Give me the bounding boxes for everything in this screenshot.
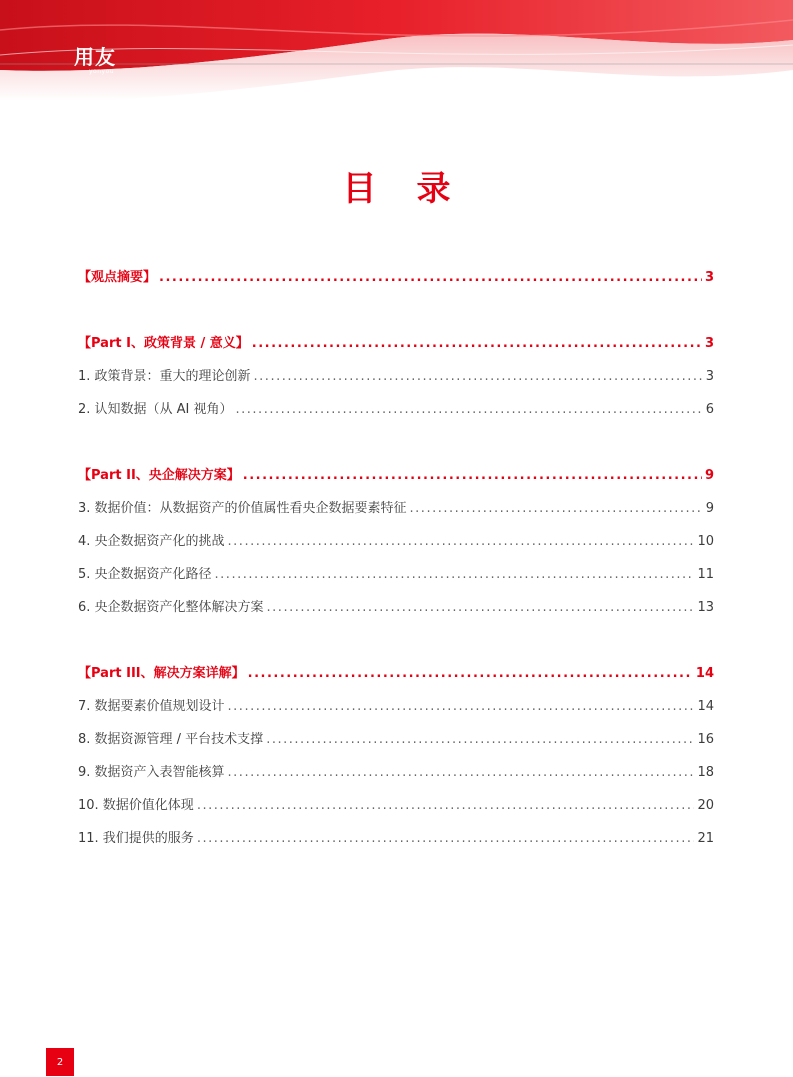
toc-leader-dots: [410, 499, 703, 519]
page-title: 目录: [342, 169, 491, 209]
toc-leader-dots: [215, 565, 695, 585]
page-number: 2: [46, 1048, 74, 1076]
toc-item-row[interactable]: [78, 499, 714, 519]
toc-item-row[interactable]: [78, 367, 714, 387]
toc-section-row[interactable]: [78, 466, 714, 486]
logo-subtext: yonyou: [89, 68, 115, 75]
toc-leader-dots: [252, 334, 702, 354]
toc-page-number: 14: [695, 666, 714, 681]
toc-leader-dots: [228, 697, 695, 717]
header-banner: [0, 0, 793, 118]
toc-label: 8. 数据资源管理 / 平台技术支撑: [78, 732, 264, 747]
toc-page-number: 9: [705, 501, 714, 516]
toc-page-number: 21: [697, 831, 714, 846]
toc-page-number: 3: [704, 270, 714, 285]
toc-label: 2. 认知数据（从 AI 视角）: [78, 402, 233, 417]
toc-item-row[interactable]: [78, 565, 714, 585]
toc-leader-dots: [159, 268, 702, 288]
toc-item-row[interactable]: [78, 763, 714, 783]
toc-leader-dots: [248, 664, 693, 684]
toc-page-number: 11: [697, 567, 714, 582]
toc-label: 1. 政策背景：重大的理论创新: [78, 369, 251, 384]
toc-label: 3. 数据价值：从数据资产的价值属性看央企数据要素特征: [78, 501, 407, 516]
toc-label: 9. 数据资产入表智能核算: [78, 765, 225, 780]
toc-leader-dots: [197, 829, 695, 849]
toc-leader-dots: [228, 532, 695, 552]
toc-item-row[interactable]: [78, 532, 714, 552]
toc-label: 【Part III、解决方案详解】: [78, 666, 245, 681]
logo-text: 用友: [74, 45, 116, 69]
toc-label: 【Part II、央企解决方案】: [78, 468, 240, 483]
toc-item-row[interactable]: [78, 697, 714, 717]
toc-page-number: 3: [705, 369, 714, 384]
toc-label: 4. 央企数据资产化的挑战: [78, 534, 225, 549]
toc-item-row[interactable]: [78, 730, 714, 750]
toc-page-number: 16: [697, 732, 714, 747]
toc-page-number: 10: [697, 534, 714, 549]
toc-leader-dots: [228, 763, 695, 783]
toc-label: 【Part I、政策背景 / 意义】: [78, 336, 249, 351]
toc-label: 7. 数据要素价值规划设计: [78, 699, 225, 714]
toc-label: 10. 数据价值化体现: [78, 798, 194, 813]
toc-leader-dots: [236, 400, 703, 420]
toc-page-number: 14: [697, 699, 714, 714]
toc-page-number: 3: [704, 336, 714, 351]
toc-leader-dots: [197, 796, 695, 816]
toc-label: 【观点摘要】: [78, 270, 157, 285]
toc-item-row[interactable]: [78, 400, 714, 420]
toc-section-row[interactable]: [78, 334, 714, 354]
red-wave-banner: [0, 0, 793, 118]
toc-page-number: 13: [697, 600, 714, 615]
toc-label: 6. 央企数据资产化整体解决方案: [78, 600, 264, 615]
toc-leader-dots: [254, 367, 703, 387]
toc-page-number: 9: [704, 468, 714, 483]
toc-leader-dots: [266, 730, 694, 750]
toc-label: 5. 央企数据资产化路径: [78, 567, 212, 582]
toc-item-row[interactable]: [78, 796, 714, 816]
toc-leader-dots: [267, 598, 695, 618]
toc-section-row[interactable]: [78, 268, 714, 288]
toc-leader-dots: [243, 466, 702, 486]
toc-page-number: 6: [705, 402, 714, 417]
yonyou-logo: [74, 46, 116, 76]
toc-page-number: 20: [697, 798, 714, 813]
toc-label: 11. 我们提供的服务: [78, 831, 194, 846]
toc-item-row[interactable]: [78, 598, 714, 618]
toc-page-number: 18: [697, 765, 714, 780]
toc-section-row[interactable]: [78, 664, 714, 684]
toc-item-row[interactable]: [78, 829, 714, 849]
